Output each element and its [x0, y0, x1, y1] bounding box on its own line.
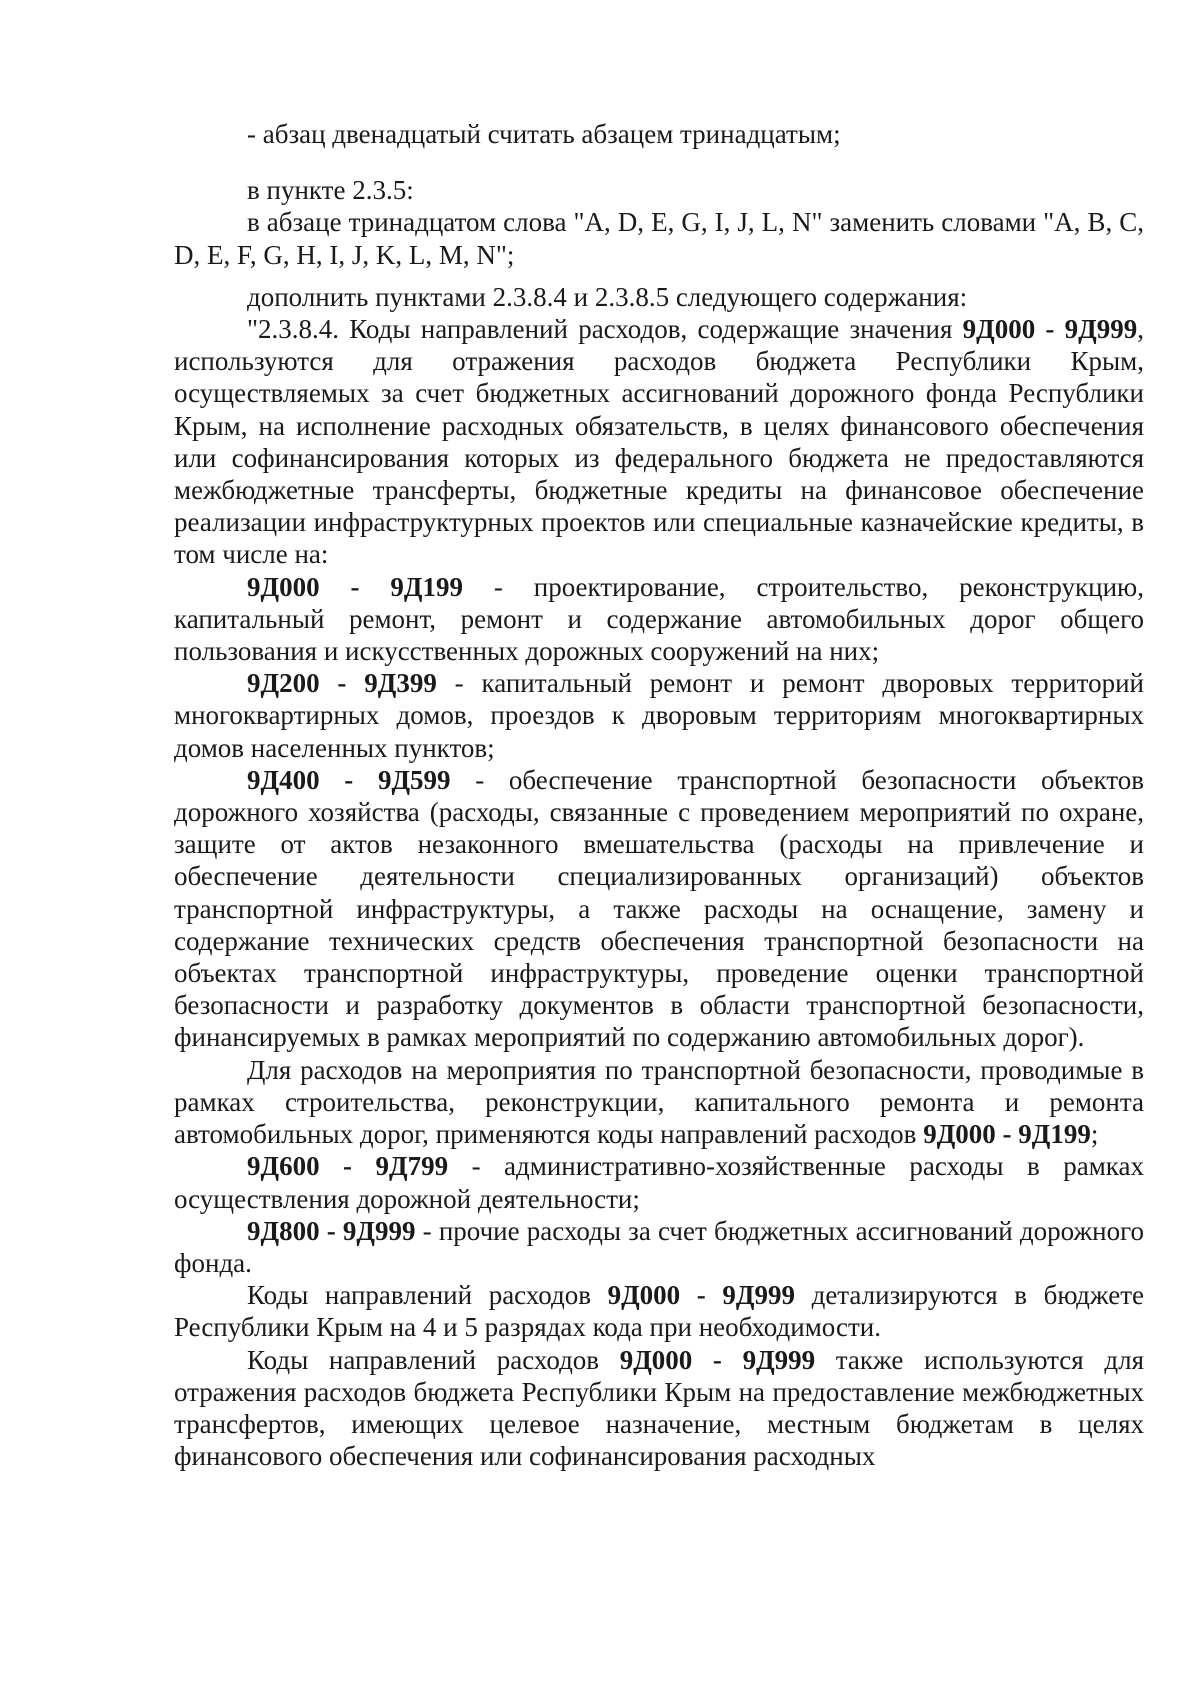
paragraph-punkt-2-3-5: [174, 174, 1144, 206]
paragraph-text: - административно-хозяйственные расходы в рамках осуществления дорожной деятельности;: [174, 1151, 1144, 1214]
code-range: 9Д000 - 9Д999: [619, 1344, 816, 1375]
paragraph-text: дополнить пунктами 2.3.8.4 и 2.3.8.5 следующего содержания:: [247, 281, 968, 312]
paragraph-text: ;: [1090, 1119, 1099, 1150]
paragraph-dopolnit: [174, 281, 1144, 313]
paragraph-text: - проектирование, строительство, реконструкцию, капитальный ремонт, ремонт и содержание автомобильных дорог общего пользования и искусственных дорожных сооружений на них;: [174, 571, 1144, 667]
paragraph-2-3-8-4: [174, 313, 1144, 571]
code-range: 9Д600 - 9Д799: [247, 1151, 449, 1182]
code-range: 9Д800 - 9Д999: [247, 1215, 416, 1246]
document-body: [174, 118, 1144, 1472]
paragraph-9d200-9d399: [174, 667, 1144, 764]
paragraph-abzac-13: [174, 206, 1144, 270]
paragraph-text: - абзац двенадцатый считать абзацем тринадцатым;: [247, 119, 841, 149]
paragraph-text: также используются для отражения расходов бюджета Республики Крым на предоставление межбюджетных трансфертов, имеющих целевое назначение, местным бюджетам в целях финансового обеспечения или софинансирования расходных: [174, 1344, 1144, 1472]
paragraph-text: детализируются в бюджете Республики Крым на 4 и 5 разрядах кода при необходимости.: [174, 1280, 1144, 1343]
paragraph-9d800-9d999: [174, 1215, 1144, 1279]
code-range: 9Д000 - 9Д199: [923, 1119, 1091, 1150]
paragraph-text: в пункте 2.3.5:: [247, 175, 414, 206]
paragraph-transfers: [174, 1344, 1144, 1473]
paragraph-text: в абзаце тринадцатом слова "A, D, E, G, I, J, L, N" заменить словами "A, B, C, D, E, F, G, H, I, J, K, L, M, N";: [174, 207, 1144, 270]
paragraph-abzac: [174, 118, 1144, 150]
paragraph-9d000-9d199: [174, 571, 1144, 668]
code-range: 9Д400 - 9Д599: [247, 764, 451, 795]
paragraph-text: "2.3.8.4. Коды направлений расходов, содержащие значения: [247, 314, 963, 345]
code-range: 9Д000 - 9Д999: [962, 314, 1138, 345]
paragraph-text: Коды направлений расходов: [247, 1344, 620, 1375]
paragraph-transport-security: [174, 1054, 1144, 1151]
paragraph-text: Коды направлений расходов: [247, 1280, 608, 1311]
code-range: 9Д000 - 9Д999: [607, 1280, 795, 1311]
paragraph-9d600-9d799: [174, 1150, 1144, 1214]
paragraph-detalization: [174, 1279, 1144, 1343]
paragraph-text: - прочие расходы за счет бюджетных ассигнований дорожного фонда.: [174, 1215, 1144, 1278]
paragraph-text: , используются для отражения расходов бюджета Республики Крым, осуществляемых за счет бюджетных ассигнований дорожного фонда Республики Крым, на исполнение расходных обязательств, в целях финансового обеспечения или софинансирования которых из федерального бюджета не предоставляются межбюджетные трансферты, бюджетные кредиты на финансовое обеспечение реализации инфраструктурных проектов или специальные казначейские кредиты, в том числе на:: [174, 314, 1144, 570]
paragraph-text: - обеспечение транспортной безопасности объектов дорожного хозяйства (расходы, связанные с проведением мероприятий по охране, защите от актов незаконного вмешательства (расходы на привлечение и обеспечение деятельности специализированных организаций) объектов транспортной инфраструктуры, а также расходы на оснащение, замену и содержание технических средств обеспечения транспортной безопасности на объектах транспортной инфраструктуры, проведение оценки транспортной безопасности и разработку документов в области транспортной безопасности, финансируемых в рамках мероприятий по содержанию автомобильных дорог).: [174, 764, 1144, 1053]
code-range: 9Д000 - 9Д199: [247, 571, 463, 602]
paragraph-text: Для расходов на мероприятия по транспортной безопасности, проводимые в рамках строительства, реконструкции, капитального ремонта и ремонта автомобильных дорог, применяются коды направлений расходов: [174, 1054, 1144, 1150]
code-range: 9Д200 - 9Д399: [247, 668, 437, 699]
paragraph-9d400-9d599: [174, 764, 1144, 1054]
paragraph-text: - капитальный ремонт и ремонт дворовых территорий многоквартирных домов, проездов к дворовым территориям многоквартирных домов населенных пунктов;: [174, 668, 1144, 763]
